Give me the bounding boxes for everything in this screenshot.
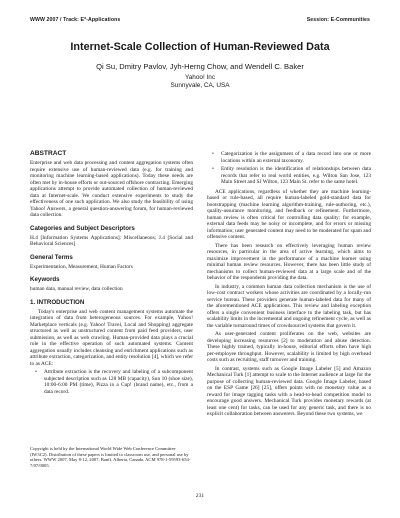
bullet-text: Categorization is the assignment of a data record into one or more locations within an external taxonomy. xyxy=(221,151,371,164)
introduction-heading: 1. INTRODUCTION xyxy=(30,298,85,306)
bullet-icon: • xyxy=(212,151,214,157)
categories-heading: Categories and Subject Descriptors xyxy=(30,224,135,232)
author-list: Qi Su, Dmitry Pavlov, Jyh-Herng Chow, and Wendell C. Baker xyxy=(96,62,304,71)
affiliation-location: Sunnyvale, CA, USA xyxy=(170,82,230,89)
intro-paragraph: Today's enterprise and web content management systems automate the integration of data from heterogeneous sources. For example, Yahoo! Marketplace verticals (e.g. Yahoo! Travel, Local and Shopping) aggregate structured as well as unstructured content from paid feed providers, user submission, as well as web crawling. Human-provided data plays a crucial role in the effective operation of such automated systems. Content aggregation usually includes cleansing and enrichment applications such as attribute extraction, categorization, and entity resolution [4], which we refer to as ACE: xyxy=(30,308,193,367)
general-terms-heading: General Terms xyxy=(30,253,73,261)
bullet-text: Attribute extraction is the recovery and labeling of a subcomponent subjected description such as 128 MB (capacity), Sun 10 (shoe size), 10:00-6:00 PM (time), Pizza in a Cup! (brand name), etc., from a data record. xyxy=(44,369,193,395)
ace-bullet-list-right xyxy=(207,151,371,186)
bullet-text: Entity resolution is the identification of relationships between data records that refer to real world entities, e.g. Wilton San Jose, 123 Main Street and SJ Wilton, 123 Main St. refer to the same hotel. xyxy=(221,166,371,185)
affiliation-org: Yahoo! Inc xyxy=(184,74,216,81)
keywords-text: human data, manual review, data collection xyxy=(30,286,123,292)
body-paragraph: ACE applications, regardless of whether they are machine learning-based or rule-based, all require human-labeled gold-standard data for bootstrapping (machine learning algorithm-training, rule-authoring, etc.), quality-assurance monitoring, and feedback or refinement. Furthermore, human review is often critical for controlling data quality: for example, external data feeds may be noisy or incomplete, and for errors or missing information; user generated content may need to be moderated for spam and offensive content. xyxy=(207,188,371,240)
abstract-heading: ABSTRACT xyxy=(30,150,67,157)
body-paragraph: In industry, a common human data collection mechanism is the use of low-cost contract workers whose activities are coordinated by a locally-run service bureau. These providers generate human-labeled data for many of the aforementioned ACE applications. This review and labeling exception offers a single convenient business interface to the labeling task, but has scalability limits in the incremental and ongoing refinement cycle, as well as the variable turnaround times of crowdsourced systems that govern it. xyxy=(207,283,371,329)
paper-title: Internet-Scale Collection of Human-Reviewed Data xyxy=(70,41,330,53)
left-column xyxy=(30,150,193,398)
abstract-text: Enterprise and web data processing and content aggregation systems often require extensive use of human-reviewed data (e.g. for training and monitoring machine learning-based applications). Today these needs are often met by in-house efforts or out-sourced offshore contracting. Emerging applications attempt to provide automated collection of human-reviewed data at Internet-scale. We conduct extensive experiments to study the effectiveness of one such application. We also study the feasibility of using Yahoo! Answers, a general question-answering forum, for human-reviewed data collection. xyxy=(30,160,193,218)
right-column xyxy=(207,150,371,420)
ace-bullet-list-left xyxy=(30,369,193,395)
running-head xyxy=(30,17,370,25)
keywords-heading: Keywords xyxy=(30,276,60,283)
body-paragraph: In contrast, systems such as Google Image Labeler [5] and Amazon Mechanical Turk [1] attempt to scale to the Internet audience at large for the purpose of collecting human-reviewed data. Google Image Labeler, based on the ESP Game [26] [25], offers points with no monetary value as a reward for image tagging tasks with a head-to-head competition model to encourage good answers. Mechanical Turk provides monetary rewards (at least one cent) for tasks, can be used for any generic task, and there is no explicit collaboration between answerers. Beyond these two systems, we xyxy=(207,365,371,417)
bullet-icon: • xyxy=(35,369,37,375)
body-paragraph: There has been research on effectively leveraging human review resources, in particular in the area of active learning, which aims to maximize improvement in the performance of a machine learner using minimal human review resources. However, there has been little study of mechanisms to collect human-reviewed data at a large scale and of the behavior of the respondents providing the data. xyxy=(207,242,371,281)
categories-text: H.4 [Information Systems Applications]: Miscellaneous; J.4 [Social and Behavioral Sciences] xyxy=(30,234,193,247)
list-item xyxy=(30,369,193,395)
running-head-track: WWW 2007 / Track: E*-Applications xyxy=(30,17,121,23)
copyright-notice: Copyright is held by the International World Wide Web Conference Committee (IW3C2). Distribution of these papers is limited to classroom use, and personal use by others. WWW 2007, May 8-12, 2007, Banff, Alberta, Canada. ACM 978-1-59593-654-7/07/0005. xyxy=(30,446,191,468)
general-terms-text: Experimentation, Measurement, Human Factors xyxy=(30,263,133,270)
bullet-icon: • xyxy=(212,166,214,172)
list-item xyxy=(207,151,371,164)
running-head-session: Session: E-Communities xyxy=(306,17,370,23)
body-paragraph: As user-generated content proliferates on the web, websites are developing increasing resources [2] to moderation and abuse detection. These highly trained, typically in-house, editorial efforts often have high per-employee throughput. However, scalability is limited by high overhead costs such as recruiting, staff turnover and training. xyxy=(207,331,371,363)
page-number: 231 xyxy=(195,493,205,499)
list-item xyxy=(207,166,371,186)
